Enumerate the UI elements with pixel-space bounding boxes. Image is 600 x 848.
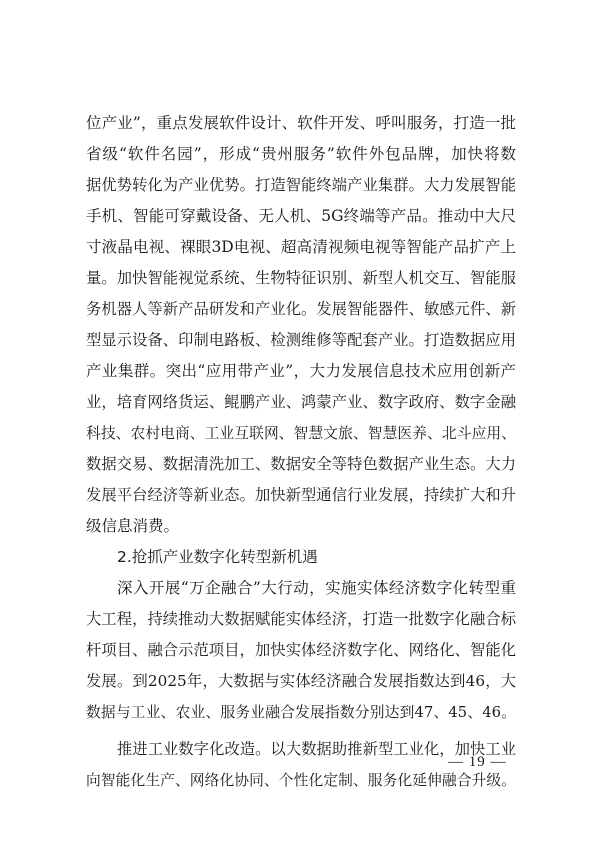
text-line: 量。加快智能视觉系统、生物特征识别、新型人机交互、智能服: [86, 269, 516, 287]
text-line: 寸液晶电视、裸眼3D电视、超高清视频电视等智能产品扩产上: [86, 238, 516, 256]
text-line: 数据与工业、农业、服务业融合发展指数分别达到47、45、46。: [86, 704, 516, 721]
text-line: 省级“软件名园”，形成“贵州服务”软件外包品牌，加快将数: [86, 145, 516, 163]
text-line: 位产业”，重点发展软件设计、软件开发、呼叫服务，打造一批: [86, 114, 516, 132]
text-line: 手机、智能可穿戴设备、无人机、5G终端等产品。推动中大尺: [86, 207, 516, 225]
text-line: 型显示设备、印制电路板、检测维修等配套产业。打造数据应用: [86, 331, 516, 349]
text-line: 业，培育网络货运、鲲鹏产业、鸿蒙产业、数字政府、数字金融: [86, 393, 516, 411]
text-line: 大工程，持续推动大数据赋能实体经济，打造一批数字化融合标: [86, 610, 516, 628]
body-text: [86, 108, 516, 796]
text-line: 发展。到2025年，大数据与实体经济融合发展指数达到46，大: [86, 672, 516, 690]
text-line: 科技、农村电商、工业互联网、智慧文旅、智慧医养、北斗应用、: [86, 425, 516, 442]
page-number: — 19 —: [448, 754, 507, 770]
text-line: 级信息消费。: [86, 517, 180, 535]
text-line: 数据交易、数据清洗加工、数据安全等特色数据产业生态。大力: [86, 455, 516, 473]
text-line: 据优势转化为产业优势。打造智能终端产业集群。大力发展智能: [86, 176, 516, 194]
text-line: 发展平台经济等新业态。加快新型通信行业发展，持续扩大和升: [86, 486, 516, 504]
text-line: 推进工业数字化改造。以大数据助推新型工业化，加快工业: [117, 740, 516, 758]
text-line: 深入开展“万企融合”大行动，实施实体经济数字化转型重: [117, 579, 516, 597]
text-line: 产业集群。突出“应用带产业”，大力发展信息技术应用创新产: [86, 362, 516, 380]
text-line: 向智能化生产、网络化协同、个性化定制、服务化延伸融合升级。: [86, 772, 516, 789]
paragraph-2: [86, 573, 516, 728]
paragraph-1: [86, 108, 516, 542]
text-line: 务机器人等新产品研发和产业化。发展智能器件、敏感元件、新: [86, 300, 516, 318]
text-line: 杆项目、融合示范项目，加快实体经济数字化、网络化、智能化: [86, 641, 516, 659]
section-heading: 2.抢抓产业数字化转型新机遇: [117, 548, 318, 566]
